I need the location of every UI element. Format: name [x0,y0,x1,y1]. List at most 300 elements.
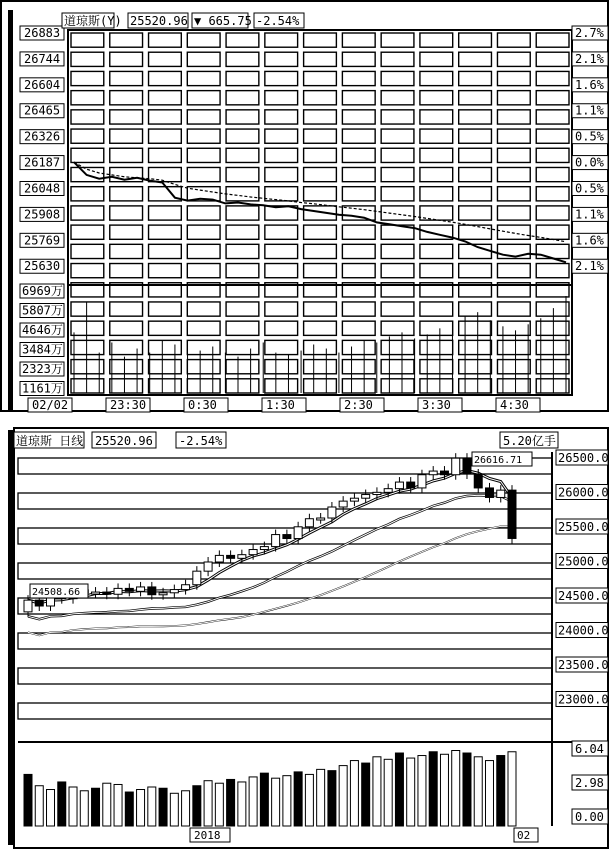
candle-body [485,488,493,498]
grid-cell [110,206,143,220]
grid-cell [304,360,337,374]
grid-cell [381,148,414,162]
daily-grid-band [18,668,552,684]
daily-volume-bar [474,757,482,826]
daily-volume-label: 5.20亿手 [503,434,556,448]
grid-cell [497,340,530,354]
daily-volume-bar [407,758,415,826]
grid-cell [226,52,259,66]
grid-cell [187,52,220,66]
candle-body [474,474,482,488]
daily-volume-bar [350,761,358,826]
grid-cell [497,225,530,239]
grid-cell [304,91,337,105]
daily-volume-bar [58,782,66,826]
candle-body [170,590,178,593]
grid-cell [110,225,143,239]
grid-cell [342,91,375,105]
grid-cell [71,129,104,143]
grid-cell [381,187,414,201]
candle-body [328,507,336,518]
daily-volume-bar [362,763,370,826]
daily-volume-bar [125,792,133,826]
grid-cell [226,360,259,374]
grid-cell [265,52,298,66]
grid-cell [304,264,337,278]
daily-grid-band [18,703,552,719]
grid-cell [187,167,220,181]
grid-cell [536,91,569,105]
grid-cell [265,360,298,374]
grid-cell [536,206,569,220]
grid-cell [304,167,337,181]
grid-cell [226,244,259,258]
grid-cell [459,167,492,181]
pct-tick-label: 0.0% [575,155,604,170]
daily-last: 25520.96 [95,434,153,448]
grid-cell [187,206,220,220]
price-tick-label: 26187 [24,155,61,170]
grid-cell [265,71,298,85]
pct-tick-label: 1.1% [575,207,604,222]
grid-cell [187,110,220,124]
grid-cell [304,379,337,393]
grid-cell [381,91,414,105]
grid-cell [187,379,220,393]
daily-price-tick-label: 26000.0 [558,485,609,500]
grid-cell [536,71,569,85]
candle-body [294,527,302,539]
grid-cell [459,91,492,105]
daily-grid-band [18,563,552,579]
grid-cell [71,148,104,162]
grid-cell [226,71,259,85]
daily-price-tick-label: 26500.0 [558,451,609,465]
grid-cell [110,91,143,105]
daily-volume-bar [418,756,426,826]
daily-volume-bar [395,753,403,826]
grid-cell [226,302,259,316]
daily-volume-bar [294,772,302,826]
time-tick-label: 02/02 [32,398,69,412]
grid-cell [342,71,375,85]
grid-cell [149,91,182,105]
grid-cell [149,379,182,393]
grid-cell [265,244,298,258]
grid-cell [304,71,337,85]
grid-cell [497,187,530,201]
daily-volume-bar [227,779,235,826]
grid-cell [536,264,569,278]
candle-body [227,555,235,558]
grid-cell [420,321,453,335]
grid-cell [265,167,298,181]
time-tick-label: 0:30 [188,398,217,412]
grid-cell [536,52,569,66]
pct-tick-label: 2.1% [575,259,604,274]
grid-cell [497,33,530,47]
grid-cell [536,244,569,258]
grid-cell [110,33,143,47]
grid-cell [342,187,375,201]
daily-volume-bar [508,752,516,826]
volume-tick-label: 3484万 [22,342,63,357]
grid-cell [342,340,375,354]
daily-price-tick-label: 24000.0 [558,623,609,638]
candle-body [418,475,426,488]
grid-cell [110,71,143,85]
grid-cell [420,167,453,181]
candle-body [103,592,111,594]
grid-cell [110,302,143,316]
price-tick-label: 25908 [24,207,61,222]
grid-cell [71,244,104,258]
candle-body [148,587,156,595]
price-tick-label: 26326 [24,129,61,144]
daily-volume-bar [452,751,460,826]
grid-cell [71,91,104,105]
daily-volume-bar [148,787,156,826]
grid-cell [459,33,492,47]
grid-cell [459,187,492,201]
grid-cell [459,148,492,162]
grid-cell [381,264,414,278]
grid-cell [342,321,375,335]
time-tick-label: 4:30 [500,398,529,412]
candle-body [283,535,291,539]
grid-cell [226,206,259,220]
grid-cell [187,129,220,143]
grid-cell [420,52,453,66]
grid-cell [497,360,530,374]
grid-cell [110,110,143,124]
grid-cell [342,360,375,374]
candle-body [204,562,212,571]
grid-cell [381,33,414,47]
grid-cell [265,33,298,47]
daily-change-pct: -2.54% [179,434,223,448]
intraday-panel [1,1,608,412]
daily-volume-bar [339,766,347,826]
grid-cell [497,264,530,278]
candle-body [260,547,268,550]
grid-cell [459,110,492,124]
grid-cell [342,225,375,239]
left-border-bar [8,10,13,410]
grid-cell [149,148,182,162]
daily-volume-bar [137,790,145,826]
grid-cell [71,71,104,85]
grid-cell [187,244,220,258]
grid-cell [226,225,259,239]
time-tick-label: 1:30 [266,398,295,412]
grid-cell [536,148,569,162]
time-tick-label: 2:30 [344,398,373,412]
grid-cell [381,52,414,66]
daily-volume-bar [182,791,190,826]
time-tick-label: 3:30 [422,398,451,412]
candle-body [238,555,246,559]
price-tick-label: 26048 [24,181,61,196]
daily-volume-bar [260,773,268,826]
grid-cell [459,71,492,85]
grid-cell [265,110,298,124]
grid-cell [187,71,220,85]
grid-cell [226,187,259,201]
candle-body [193,571,201,585]
grid-cell [110,379,143,393]
grid-cell [342,379,375,393]
daily-price-tick-label: 24500.0 [558,589,609,603]
intraday-change-pct: -2.54% [256,14,300,28]
grid-cell [265,129,298,143]
grid-cell [342,264,375,278]
grid-cell [226,340,259,354]
grid-cell [304,187,337,201]
grid-cell [497,302,530,316]
daily-volume-bar [328,771,336,826]
grid-cell [110,264,143,278]
candle-body [35,600,43,606]
grid-cell [497,71,530,85]
price-tick-label: 25630 [24,259,61,274]
grid-cell [304,148,337,162]
candle-body [305,519,313,527]
grid-cell [420,91,453,105]
grid-cell [304,110,337,124]
daily-volume-bar [272,778,280,826]
candle-body [384,489,392,493]
grid-cell [304,52,337,66]
daily-volume-bar [159,788,167,826]
grid-cell [536,225,569,239]
high-annotation: 26616.71 [474,455,523,466]
grid-cell [342,302,375,316]
grid-cell [381,360,414,374]
daily-volume-bar [35,786,43,826]
grid-cell [536,167,569,181]
grid-cell [110,360,143,374]
grid-cell [342,206,375,220]
grid-cell [226,321,259,335]
grid-cell [110,187,143,201]
daily-volume-bar [249,777,257,826]
candle-body [317,518,325,520]
grid-cell [420,71,453,85]
grid-cell [459,52,492,66]
grid-cell [342,33,375,47]
grid-cell [110,129,143,143]
grid-cell [342,244,375,258]
grid-cell [304,225,337,239]
daily-price-tick-label: 25000.0 [558,554,609,569]
time-tick-label: 23:30 [110,398,147,412]
grid-cell [226,148,259,162]
grid-cell [187,33,220,47]
daily-volume-bar [69,787,77,826]
price-tick-label: 25769 [24,233,61,248]
grid-cell [71,33,104,47]
grid-cell [149,129,182,143]
daily-volume-bar [463,753,471,826]
grid-cell [110,321,143,335]
grid-cell [71,52,104,66]
grid-cell [459,206,492,220]
grid-cell [265,321,298,335]
candle-body [24,600,32,612]
daily-volume-axis [572,741,608,824]
grid-cell [381,321,414,335]
grid-cell [497,91,530,105]
grid-cell [420,302,453,316]
candle-body [452,458,460,475]
grid-cell [420,148,453,162]
grid-cell [304,321,337,335]
daily-price-tick-label: 23000.0 [558,692,609,707]
grid-cell [497,110,530,124]
grid-cell [420,110,453,124]
candle-body [137,587,145,591]
grid-cell [420,360,453,374]
grid-cell [497,379,530,393]
daily-panel [8,428,609,848]
grid-cell [149,52,182,66]
daily-volume-bar [440,754,448,826]
grid-cell [381,302,414,316]
daily-grid-band [18,633,552,649]
grid-cell [187,91,220,105]
grid-cell [110,148,143,162]
grid-cell [459,129,492,143]
daily-volume-bar [429,752,437,826]
grid-cell [265,340,298,354]
year-label: 2018 [194,829,221,842]
daily-price-tick-label: 23500.0 [558,658,609,672]
grid-cell [420,379,453,393]
grid-cell [226,379,259,393]
volume-tick-label: 5807万 [22,303,63,318]
grid-cell [71,206,104,220]
grid-cell [71,110,104,124]
candle-body [373,492,381,494]
grid-cell [420,33,453,47]
grid-cell [342,148,375,162]
grid-cell [149,33,182,47]
daily-title: 道琼斯 日线 [16,434,84,448]
grid-cell [381,167,414,181]
grid-cell [265,91,298,105]
daily-volume-bar [170,793,178,826]
grid-cell [187,225,220,239]
grid-cell [459,379,492,393]
grid-cell [459,225,492,239]
candle-body [508,490,516,538]
daily-volume-bar [193,786,201,826]
price-tick-label: 26604 [24,77,61,92]
grid-cell [187,321,220,335]
grid-cell [265,302,298,316]
grid-cell [459,360,492,374]
price-tick-label: 26883 [24,26,61,40]
grid-cell [420,340,453,354]
candle-body [125,588,133,591]
grid-cell [497,206,530,220]
pct-tick-label: 2.1% [575,51,604,66]
grid-cell [536,187,569,201]
pct-tick-label: 0.5% [575,129,604,144]
volume-tick-label: 6969万 [22,284,63,298]
daily-volume-bar [80,791,88,826]
grid-cell [226,91,259,105]
grid-cell [381,110,414,124]
grid-cell [71,340,104,354]
candle-body [463,458,471,474]
grid-cell [536,110,569,124]
grid-cell [381,340,414,354]
grid-cell [536,33,569,47]
candle-body [215,555,223,562]
candle-body [407,482,415,488]
daily-volume-bar [317,769,325,826]
grid-cell [110,340,143,354]
grid-cell [420,244,453,258]
grid-cell [71,321,104,335]
grid-cell [149,244,182,258]
grid-cell [149,225,182,239]
grid-cell [304,244,337,258]
grid-cell [497,167,530,181]
grid-cell [226,33,259,47]
grid-cell [187,148,220,162]
daily-volume-bar [497,756,505,826]
grid-cell [342,129,375,143]
candle-body [159,593,167,595]
daily-volume-bar [24,774,32,826]
grid-cell [187,302,220,316]
daily-volume-bar [92,788,100,826]
grid-cell [381,71,414,85]
grid-cell [265,264,298,278]
grid-cell [497,129,530,143]
candle-body [395,482,403,489]
grid-cell [226,129,259,143]
grid-cell [381,129,414,143]
daily-volume-bar [204,781,212,826]
grid-cell [459,321,492,335]
month-label: 02 [517,829,531,842]
daily-volume-bar [103,783,111,826]
grid-cell [497,148,530,162]
candle-body [92,592,100,594]
grid-cell [71,225,104,239]
grid-cell [71,187,104,201]
grid-cell [265,225,298,239]
candle-body [440,471,448,475]
pct-tick-label: 2.7% [575,26,604,40]
daily-volume-bar [114,784,122,826]
candle-body [339,501,347,507]
grid-cell [187,360,220,374]
grid-cell [536,302,569,316]
intraday-change: ▼ 665.75 [194,14,252,28]
grid-cell [304,129,337,143]
pct-tick-label: 1.6% [575,77,604,92]
grid-cell [265,148,298,162]
grid-cell [342,167,375,181]
candle-body [272,535,280,547]
grid-cell [71,264,104,278]
grid-cell [420,187,453,201]
